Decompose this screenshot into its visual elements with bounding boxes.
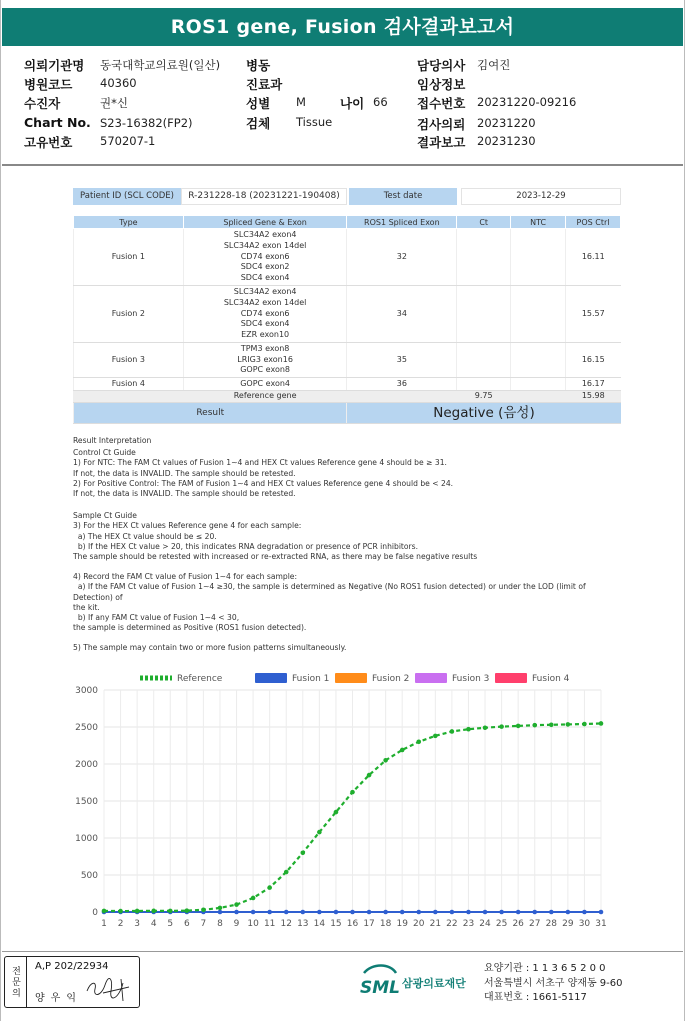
x-tick-label: 15 — [330, 919, 342, 929]
legend-label: Fusion 4 — [532, 674, 570, 684]
control-line: 1) For NTC: The FAM Ct values of Fusion 1~4 and HEX Ct values Reference gene 4 should be ≥ 31. — [73, 458, 447, 468]
reference-ntc — [511, 391, 566, 403]
x-tick-label: 6 — [183, 919, 190, 929]
data-point — [400, 910, 405, 915]
gene: SDC4 exon4 — [240, 319, 290, 329]
row-ntc — [511, 286, 566, 343]
legend-swatch — [335, 673, 367, 683]
data-point — [350, 790, 355, 795]
control-line: If not, the data is INVALID. The sample should be retested. — [73, 489, 296, 499]
gene: CD74 exon6 — [240, 308, 290, 318]
x-tick-label: 18 — [379, 919, 392, 929]
data-point — [466, 910, 471, 915]
x-tick-label: 25 — [495, 919, 508, 929]
fam-line: a) If the FAM Ct value of Fusion 1~4 ≥30, the sample is determined as Negative (No ROS1 fusion detected) or under the LOD (limit of Detection) of — [73, 582, 589, 602]
row-genes — [183, 343, 347, 378]
data-point — [582, 722, 587, 727]
request-label: 검사의뢰 — [417, 117, 466, 132]
y-tick-label: 2500 — [75, 723, 98, 733]
table-row — [74, 286, 621, 343]
row-exon: 36 — [347, 378, 457, 391]
x-tick-label: 19 — [396, 919, 408, 929]
row-ntc — [511, 229, 566, 286]
data-point — [499, 724, 504, 729]
signature-icon — [83, 975, 133, 1003]
y-tick-label: 0 — [92, 908, 98, 918]
data-point — [483, 725, 488, 730]
data-point — [234, 902, 239, 907]
fam-line: the kit. — [73, 602, 100, 612]
sample-heading: Sample Ct Guide — [73, 511, 137, 521]
x-tick-label: 31 — [595, 919, 607, 929]
fam-line: b) If any FAM Ct value of Fusion 1~4 < 30, — [73, 613, 240, 623]
gene: SLC34A2 exon4 — [233, 230, 297, 240]
data-point — [549, 910, 554, 915]
uid-label: 고유번호 — [24, 135, 73, 150]
row-ntc — [511, 378, 566, 391]
patient-label: 수진자 — [24, 96, 61, 111]
data-point — [151, 909, 156, 914]
data-point — [532, 910, 537, 915]
x-tick-label: 28 — [545, 919, 558, 929]
sex-label: 성별 — [246, 96, 271, 111]
x-tick-label: 10 — [247, 919, 259, 929]
row-pos: 16.11 — [566, 229, 621, 286]
phone: 대표번호 : 1661-5117 — [484, 992, 587, 1003]
report-title: ROS1 gene, Fusion 검사결과보고서 — [2, 8, 683, 46]
row-genes — [183, 378, 347, 391]
x-tick-label: 21 — [429, 919, 442, 929]
institution-code: 요양기관 : 1 1 3 6 5 2 0 0 — [484, 963, 606, 974]
x-tick-label: 13 — [297, 919, 309, 929]
data-point — [301, 851, 306, 856]
data-point — [549, 722, 554, 727]
row-type: Fusion 3 — [74, 343, 184, 378]
x-tick-label: 9 — [233, 919, 240, 929]
reference-row — [74, 391, 621, 403]
x-tick-label: 4 — [150, 919, 157, 929]
gene: SDC4 exon2 — [240, 262, 290, 272]
x-tick-label: 24 — [479, 919, 491, 929]
request-value: 20231220 — [477, 116, 536, 130]
header-divider — [2, 164, 683, 166]
company-logo — [358, 963, 466, 1005]
x-tick-label: 3 — [134, 919, 141, 929]
gene: SDC4 exon4 — [240, 273, 290, 283]
address: 서울특별시 서초구 양재동 9-60 — [484, 977, 623, 989]
sex-value: M — [296, 95, 306, 109]
gene: SLC34A2 exon 14del — [223, 297, 307, 307]
data-point — [218, 906, 223, 911]
legend-label: Reference — [177, 674, 223, 684]
data-point — [135, 909, 140, 914]
data-point — [317, 830, 322, 835]
reference-pos: 15.98 — [566, 391, 621, 403]
fam-line: the sample is determined as Positive (ROS1 fusion detected). — [73, 623, 307, 633]
gene: SLC34A2 exon 14del — [223, 240, 307, 250]
ward-label: 병동 — [246, 58, 271, 73]
data-point — [317, 910, 322, 915]
x-tick-label: 8 — [217, 919, 223, 929]
amplification-chart — [68, 670, 628, 932]
gene: EZR exon10 — [241, 330, 290, 340]
data-point — [350, 910, 355, 915]
fam-line: 4) Record the FAM Ct value of Fusion 1~4 for each sample: — [73, 572, 298, 582]
data-point — [433, 734, 438, 739]
report-date-value: 20231230 — [477, 134, 536, 148]
sample-line: a) The HEX Ct value should be ≤ 20. — [73, 531, 217, 541]
interp-heading: Result Interpretation — [73, 436, 152, 445]
physician-stamp — [4, 956, 140, 1008]
result-row — [74, 403, 621, 424]
x-tick-label: 20 — [413, 919, 425, 929]
clinical-label: 임상정보 — [417, 77, 466, 92]
x-tick-label: 12 — [280, 919, 292, 929]
data-point — [234, 910, 239, 915]
data-point — [532, 723, 537, 728]
data-point — [284, 870, 289, 875]
row-type: Fusion 4 — [74, 378, 184, 391]
x-tick-label: 5 — [167, 919, 174, 929]
x-tick-label: 17 — [363, 919, 375, 929]
data-point — [599, 721, 604, 726]
control-line: If not, the data is INVALID. The sample should be retested. — [73, 468, 296, 478]
data-point — [416, 910, 421, 915]
y-tick-label: 500 — [80, 871, 98, 881]
legend-label: Fusion 2 — [372, 674, 410, 684]
row-exon: 34 — [347, 286, 457, 343]
data-point — [102, 909, 107, 914]
code-value: 40360 — [100, 76, 137, 90]
hospital-value: 동국대학교의료원(일산) — [100, 58, 221, 72]
data-point — [499, 910, 504, 915]
x-tick-label: 23 — [462, 919, 475, 929]
control-line: 2) For Positive Control: The FAM of Fusion 1~4 and HEX Ct values Reference gene 4 should be < 24. — [73, 478, 454, 488]
stamp-name: 양우익 — [35, 993, 82, 1004]
col-spliced-gene: Spliced Gene & Exon — [183, 216, 347, 229]
result-value: Negative (음성) — [347, 403, 621, 424]
data-point — [566, 910, 571, 915]
data-point — [201, 907, 206, 912]
data-point — [251, 910, 256, 915]
company-name: 삼광의료재단 — [402, 977, 466, 990]
x-tick-label: 22 — [446, 919, 458, 929]
patient-value: 권*신 — [100, 96, 128, 110]
age-label: 나이 — [340, 96, 365, 111]
row-pos: 16.17 — [566, 378, 621, 391]
result-label: Result — [74, 403, 347, 424]
legend-swatch — [415, 673, 447, 683]
sample-line: b) If the HEX Ct value > 20, this indicates RNA degradation or presence of PCR inhibitors. — [73, 541, 419, 551]
data-point — [168, 909, 173, 914]
col-ct: Ct — [457, 216, 511, 229]
fusion-table — [73, 215, 621, 424]
x-tick-label: 2 — [117, 919, 124, 929]
gene: GOPC exon8 — [240, 365, 290, 375]
col-type: Type — [74, 216, 184, 229]
x-tick-label: 26 — [512, 919, 524, 929]
reference-ct: 9.75 — [457, 391, 511, 403]
x-tick-label: 14 — [313, 919, 326, 929]
data-point — [450, 729, 455, 734]
x-tick-label: 30 — [578, 919, 591, 929]
gene: GOPC exon4 — [240, 378, 290, 388]
table-row — [74, 378, 621, 391]
row-genes — [183, 286, 347, 343]
note-line: 5) The sample may contain two or more fusion patterns simultaneously. — [73, 643, 347, 653]
x-tick-label: 16 — [346, 919, 359, 929]
code-label: 병원코드 — [24, 77, 73, 92]
y-tick-label: 1000 — [75, 834, 98, 844]
data-point — [466, 727, 471, 732]
dept-label: 진료과 — [246, 77, 283, 92]
legend-swatch — [495, 673, 527, 683]
data-point — [284, 910, 289, 915]
col-ros1-exon: ROS1 Spliced Exon — [347, 216, 457, 229]
y-tick-label: 2000 — [75, 760, 98, 770]
row-exon: 32 — [347, 229, 457, 286]
footer-divider — [2, 951, 683, 952]
data-point — [118, 909, 123, 914]
row-pos: 16.15 — [566, 343, 621, 378]
patient-id-label: Patient ID (SCL CODE) — [73, 188, 181, 205]
chart-no-value: S23-16382(FP2) — [100, 116, 193, 130]
row-type: Fusion 2 — [74, 286, 184, 343]
stamp-ap: A,P 202/22934 — [35, 961, 109, 972]
data-point — [334, 810, 339, 815]
y-tick-label: 1500 — [75, 797, 98, 807]
data-point — [383, 758, 388, 763]
legend-label: Fusion 3 — [452, 674, 490, 684]
data-point — [185, 908, 190, 913]
data-point — [400, 748, 405, 753]
row-exon: 35 — [347, 343, 457, 378]
row-ct — [457, 229, 511, 286]
row-ct — [457, 343, 511, 378]
age-value: 66 — [373, 95, 388, 109]
data-point — [367, 910, 372, 915]
patient-id-value: R-231228-18 (20231221-190408) — [181, 188, 347, 205]
receipt-value: 20231220-09216 — [477, 95, 577, 109]
row-genes — [183, 229, 347, 286]
table-header-row — [74, 216, 621, 229]
col-pos-ctrl: POS Ctrl — [566, 216, 621, 229]
row-ntc — [511, 343, 566, 378]
data-point — [566, 722, 571, 727]
y-tick-label: 3000 — [75, 686, 98, 696]
table-row — [74, 343, 621, 378]
gene: TPM3 exon8 — [240, 343, 290, 353]
logo-text: SML — [360, 978, 400, 998]
x-tick-label: 27 — [529, 919, 541, 929]
data-point — [383, 910, 388, 915]
data-point — [367, 773, 372, 778]
data-point — [334, 910, 339, 915]
control-heading: Control Ct Guide — [73, 448, 136, 458]
x-tick-label: 7 — [200, 919, 207, 929]
specimen-label: 검체 — [246, 116, 271, 131]
doctor-label: 담당의사 — [417, 58, 466, 73]
hospital-label: 의뢰기관명 — [24, 58, 85, 73]
legend-swatch — [255, 673, 287, 683]
gene: LRIG3 exon16 — [237, 354, 293, 364]
sample-line: 3) For the HEX Ct values Reference gene 4 for each sample: — [73, 521, 302, 531]
patient-id-row — [73, 188, 621, 205]
row-type: Fusion 1 — [74, 229, 184, 286]
table-row — [74, 229, 621, 286]
result-interpretation — [73, 436, 621, 654]
doctor-value: 김여진 — [477, 58, 511, 72]
sample-line: The sample should be retested with increased or re-extracted RNA, as there may be false negative results — [73, 552, 478, 562]
data-point — [301, 910, 306, 915]
stamp-side-label: 전문의 — [5, 957, 27, 1007]
row-ct — [457, 286, 511, 343]
reference-label: Reference gene — [74, 391, 457, 403]
data-point — [516, 910, 521, 915]
data-point — [582, 910, 587, 915]
data-point — [516, 724, 521, 729]
data-point — [267, 885, 272, 890]
data-point — [450, 910, 455, 915]
gene: SLC34A2 exon4 — [233, 287, 297, 297]
x-tick-label: 29 — [562, 919, 574, 929]
data-point — [599, 910, 604, 915]
chart-no-label: Chart No. — [24, 115, 91, 130]
data-point — [483, 910, 488, 915]
data-point — [267, 910, 272, 915]
uid-value: 570207-1 — [100, 134, 156, 148]
specimen-value: Tissue — [296, 115, 333, 129]
test-date-value: 2023-12-29 — [461, 188, 621, 205]
sml-logo-icon — [358, 963, 402, 1001]
x-tick-label: 11 — [263, 919, 276, 929]
legend-label: Fusion 1 — [292, 674, 330, 684]
col-ntc: NTC — [511, 216, 566, 229]
data-point — [416, 740, 421, 745]
x-tick-label: 1 — [101, 919, 107, 929]
gene: CD74 exon6 — [240, 251, 290, 261]
row-ct — [457, 378, 511, 391]
test-date-label: Test date — [349, 188, 457, 205]
data-point — [251, 896, 256, 901]
row-pos: 15.57 — [566, 286, 621, 343]
data-point — [218, 910, 223, 915]
data-point — [433, 910, 438, 915]
report-date-label: 결과보고 — [417, 135, 466, 150]
receipt-label: 접수번호 — [417, 96, 466, 111]
company-contact — [484, 962, 623, 1006]
